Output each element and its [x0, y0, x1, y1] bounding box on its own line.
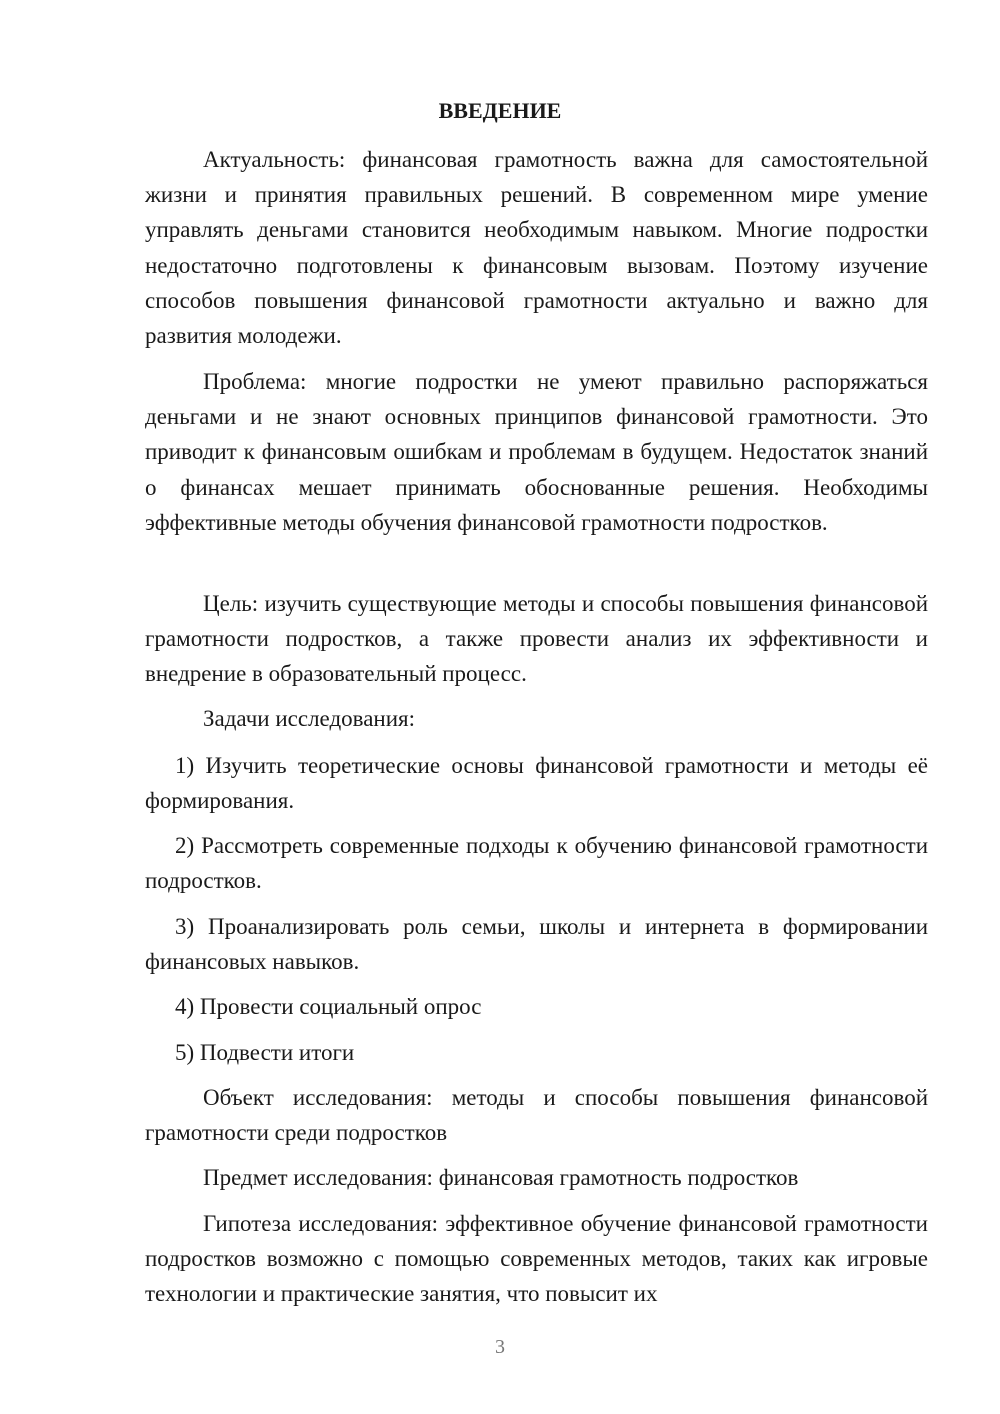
hypothesis-paragraph: Гипотеза исследования: эффективное обучение финансовой грамотности подростков возможно с помощью современных методов, таких как игровые технологии и практические занятия, что повысит их — [145, 1211, 928, 1307]
object-paragraph: Объект исследования: методы и способы повышения финансовой грамотности среди подростков — [145, 1085, 928, 1146]
page-title: ВВЕДЕНИЕ — [438, 98, 562, 123]
task-item-4: 4) Провести социальный опрос — [175, 994, 482, 1019]
tasks-heading: Задачи исследования: — [203, 706, 416, 731]
problem-paragraph: Проблема: многие подростки не умеют правильно распоряжаться деньгами и не знают основных принципов финансовой грамотности. Это приводит к финансовым ошибкам и проблемам в будущем. Недостаток знаний о финансах мешает принимать обоснованные решения. Необходимы эффективные методы обучения финансовой грамотности подростков. — [145, 369, 928, 535]
page-number: 3 — [495, 1336, 505, 1358]
subject-paragraph: Предмет исследования: финансовая грамотность подростков — [203, 1165, 799, 1190]
task-item-2: 2) Рассмотреть современные подходы к обучению финансовой грамотности подростков. — [145, 833, 928, 894]
task-item-5: 5) Подвести итоги — [175, 1040, 355, 1065]
task-item-3: 3) Проанализировать роль семьи, школы и интернета в формировании финансовых навыков. — [145, 914, 928, 975]
task-item-1: 1) Изучить теоретические основы финансовой грамотности и методы её формирования. — [145, 753, 928, 814]
relevance-paragraph: Актуальность: финансовая грамотность важна для самостоятельной жизни и принятия правильных решений. В современном мире умение управлять деньгами становится необходимым навыком. Многие подростки недостаточно подготовлены к финансовым вызовам. Поэтому изучение способов повышения финансовой грамотности актуально и важно для развития молодежи. — [145, 147, 928, 349]
goal-paragraph: Цель: изучить существующие методы и способы повышения финансовой грамотности подростков, а также провести анализ их эффективности и внедрение в образовательный процесс. — [145, 591, 928, 687]
